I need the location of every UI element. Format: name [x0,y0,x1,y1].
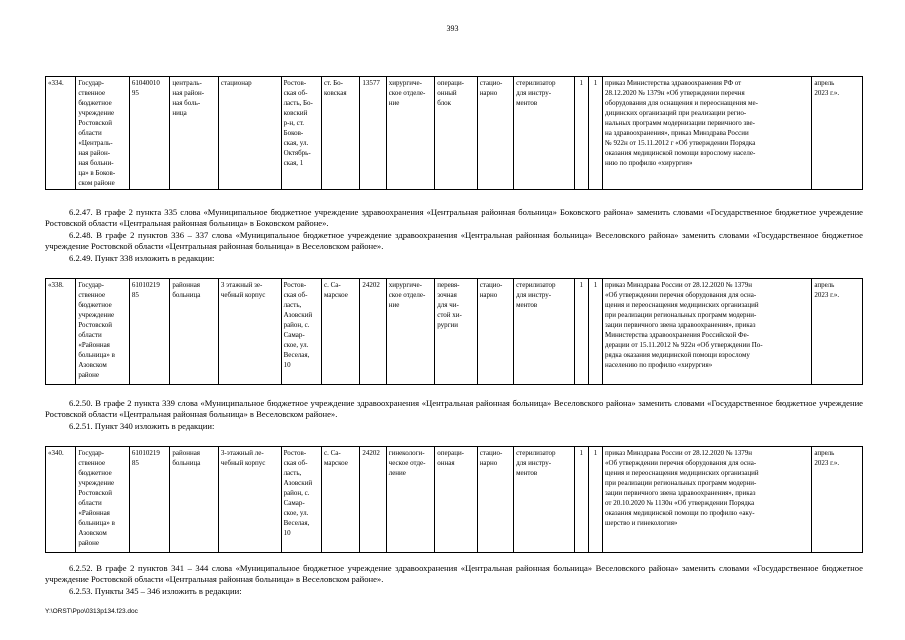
cell-type: районная больница [170,447,219,553]
cell-postcode: 13577 [360,77,386,190]
cell-quantity: 1 [574,77,588,190]
cell-address: Ростов- ская об- ласть, Азовский район, с. Самар- ское, ул. Веселая, 10 [281,279,321,385]
cell-room: перевя- зочная для чи- стой хи- рургии [435,279,477,385]
cell-equipment: стерилизатор для инстру- ментов [514,77,575,190]
cell-number: «338. [46,279,76,385]
file-path-footer: Y:\ORST\Ppo\0313p134.f23.doc [45,608,138,615]
cell-type: централь- ная район- ная боль- ница [170,77,219,190]
paragraph: 6.2.50. В графе 2 пункта 339 слова «Муниципальное бюджетное учреждение здравоохранения «Центральная районная больница» Веселовского района» заменить словами «Государственное бюджетное учреждение Ростовской области «Центральная районная больница» в Веселовском районе». [45,398,863,420]
cell-quantity: 1 [574,447,588,553]
table-row [45,446,863,553]
cell-postcode: 24202 [360,279,386,385]
cell-mode: стацио- нарно [477,77,513,190]
cell-code: 61040010 95 [129,77,169,190]
cell-institution: Государ- ственное бюджетное учреждение Ростовской области «Районная больница» в Азовском районе [76,447,130,553]
cell-building: стационар [218,77,281,190]
paragraph-block [45,563,863,597]
paragraph: 6.2.51. Пункт 340 изложить в редакции: [69,420,215,431]
cell-building: 3-этажный ле- чебный корпус [218,447,281,553]
paragraph: 6.2.52. В графе 2 пунктов 341 – 344 слова «Муниципальное бюджетное учреждение здравоохранения «Центральная районная больница» Веселовского района» заменить словами «Государственное бюджетное учреждение Ростовской области «Центральная районная больница» в Веселовском районе». [45,563,863,585]
cell-quantity-2: 1 [588,279,602,385]
cell-deadline: апрель 2023 г.». [812,279,863,385]
page-number: 393 [446,24,459,33]
cell-room: операци- онная [435,447,477,553]
cell-quantity-2: 1 [588,77,602,190]
cell-equipment: стерилизатор для инстру- ментов [514,279,575,385]
cell-locality: ст. Бо- ковская [322,77,360,190]
cell-address: Ростов- ская об- ласть, Азовский район, с. Самар- ское, ул. Веселая, 10 [281,447,321,553]
cell-department: хирургиче- ское отделе- ние [386,77,435,190]
cell-legal-basis: приказ Минздрава России от 28.12.2020 № 1379н «Об утверждении перечня оборудования для осна- щения и переоснащения медицинских организаций при реализации региональных программ модерни- зации первичного звена здравоохранения», приказ Министерства здравоохранения Российской Фе- дерации от 15.11.2012 № 922н «Об утверждении По- рядка оказания медицинской помощи взрослому населению по профилю «хирургия» [603,279,812,385]
cell-number: «334. [46,77,76,190]
cell-institution: Государ- ственное бюджетное учреждение Ростовской области «Централь- ная район- ная больни- ца» в Боков- ском районе [76,77,130,190]
cell-code: 61010219 85 [129,279,169,385]
cell-code: 61010219 85 [129,447,169,553]
cell-postcode: 24202 [360,447,386,553]
cell-quantity: 1 [574,279,588,385]
cell-institution: Государ- ственное бюджетное учреждение Ростовской области «Районная больница» в Азовском районе [76,279,130,385]
cell-locality: с. Са- марское [322,447,360,553]
cell-number: «340. [46,447,76,553]
paragraph: 6.2.47. В графе 2 пункта 335 слова «Муниципальное бюджетное учреждение здравоохранения «Центральная районная больница» Боковского района» заменить словами «Государственное бюджетное учреждение Ростовской области «Центральная районная больница» в Боковском районе». [45,207,863,229]
cell-mode: стацио- нарно [477,279,513,385]
cell-building: 3 этажный зе- чебный корпус [218,279,281,385]
cell-equipment: стерилизатор для инстру- ментов [514,447,575,553]
cell-locality: с. Са- марское [322,279,360,385]
cell-legal-basis: приказ Министерства здравоохранения РФ от 28.12.2020 № 1379н «Об утверждении перечня оборудования для оснащения и переоснащения ме- дицинских организаций при реализации регио- нальных программ модернизации первичного зве- на здравоохранения», приказ Минздрава России № 922н от 15.11.2012 г «Об утверждении Порядка оказания медицинской помощи взрослому населе- нию по профилю «хирургия» [603,77,812,190]
cell-legal-basis: приказ Минздрава России от 28.12.2020 № 1379н «Об утверждении перечня оборудования для осна- щения и переоснащения медицинских организаций при реализации региональных программ модерни- зации первичного звена здравоохранения», приказ от 20.10.2020 № 1130н «Об утверждении Порядка оказания медицинской помощи по профилю «аку- шерство и гинекология» [603,447,812,553]
cell-deadline: апрель 2023 г.». [812,77,863,190]
cell-department: хирургиче- ское отделе- ние [386,279,435,385]
cell-room: операци- онный блок [435,77,477,190]
table-row [45,76,863,190]
cell-type: районная больница [170,279,219,385]
paragraph-block [45,398,863,432]
cell-department: гинекологи- ческое отде- ление [386,447,435,553]
table-row [45,278,863,385]
paragraph: 6.2.53. Пункты 345 – 346 изложить в редакции: [69,585,242,596]
cell-quantity-2: 1 [588,447,602,553]
paragraph: 6.2.49. Пункт 338 изложить в редакции: [69,252,215,263]
cell-address: Ростов- ская об- ласть, Бо- ковский р-н, ст. Боков- ская, ул. Октябрь- ская, 1 [281,77,321,190]
cell-deadline: апрель 2023 г.». [812,447,863,553]
paragraph-block [45,207,863,264]
paragraph: 6.2.48. В графе 2 пунктов 336 – 337 слова «Муниципальное бюджетное учреждение здравоохранения «Центральная районная больница» Веселовского района» заменить словами «Государственное бюджетное учреждение Ростовской области «Центральная районная больница» в Веселовском районе». [45,229,863,252]
cell-mode: стацио- нарно [477,447,513,553]
